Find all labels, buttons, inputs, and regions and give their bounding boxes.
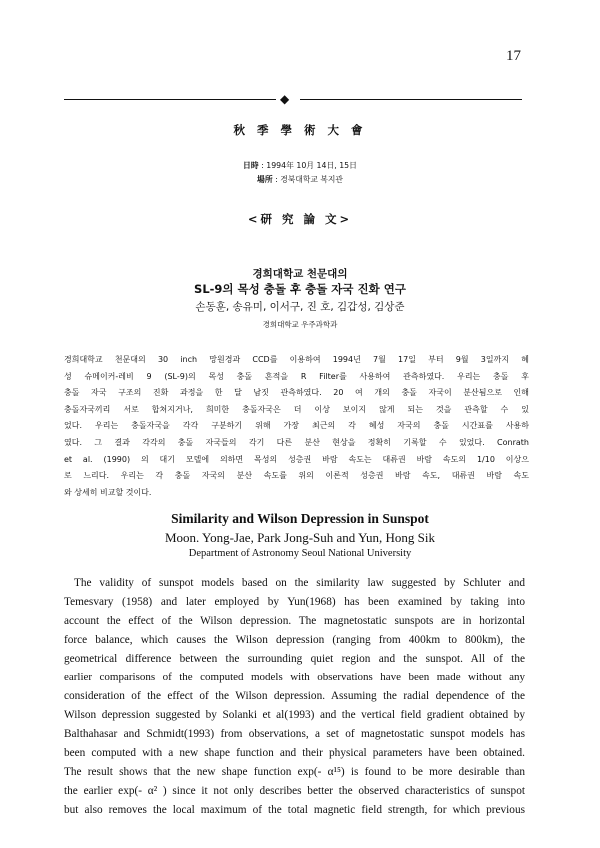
page-number: 17 (506, 48, 521, 64)
english-abstract-line: Temesvary (1958) and later employed by Yun(1968) has been examined by taking into (64, 595, 525, 608)
korean-paper-department: 경희대학교 우주과학과 (262, 320, 338, 329)
event-title: 秋 季 學 術 大 會 (233, 123, 367, 137)
english-paper-authors: Moon. Yong-Jae, Park Jong-Suh and Yun, Hong Sik (164, 530, 435, 545)
korean-abstract-line: 충돌자국끼리 서로 합쳐지거나, 희미한 충돌자국은 더 이상 보이지 않게 되는 것을 관측할 수 있 (64, 404, 529, 414)
english-abstract-line: force balance, which causes the Wilson depression (ranging from 400km to 800km), the (64, 633, 525, 646)
header-rule-left (64, 99, 276, 100)
korean-abstract-line: 었다. 우리는 충돌자국을 각각 구분하기 위해 가장 최근의 각 혜성 자국의 충돌 시간표를 사용하 (64, 421, 529, 431)
english-abstract-line: Wilson depression suggested by Solanki et al(1993) and the vertical field gradient obtained by (64, 709, 525, 722)
meeting-date-separator: : (261, 161, 267, 170)
diamond-ornament-icon: ◆ (280, 92, 290, 106)
english-abstract-line: earlier comparisons of the computed models with observations have been made without any (64, 671, 525, 684)
meeting-date-value: 1994年 10月 14日, 15日 (266, 161, 357, 170)
meeting-date-label: 日時 (243, 161, 259, 170)
korean-paper-affiliation: 경희대학교 천문대의 (252, 268, 348, 280)
meeting-venue-value: 경북대학교 복지관 (280, 175, 343, 184)
english-abstract-line: Balthahasar and Schmidt(1993) from observations, a set of magnetostatic sunspot models has (64, 728, 525, 741)
english-abstract-line: but also removes the local maximum of the total magnetic field strength, for which previous (64, 803, 525, 816)
korean-abstract-line: 경희대학교 천문대의 30 inch 망원경과 CCD를 이용하여 1994년 7월 17일 부터 9월 3일까지 혜 (64, 355, 529, 364)
english-abstract-line: geometrical difference between the surrounding quiet region and the sunspot. All of the (64, 652, 525, 665)
section-heading: <研 究 論 文> (247, 212, 353, 226)
korean-abstract-line: et al. (1990) 의 대기 모델에 의하면 목성의 성층권 바람 속도는 대류권 바람 속도의 1/10 이상으 (64, 454, 529, 464)
english-abstract-line: The validity of sunspot models based on the similarity law suggested by Schluter and (74, 577, 525, 589)
meeting-venue (0, 174, 600, 185)
korean-abstract-line: 성 슈메이커-레비 9 (SL-9)의 목성 충돌 흔적을 R Filter를 사용하여 관측하였다. 우리는 충돌 후 (64, 371, 529, 381)
english-abstract-line: the earlier exp(- α² ) since it not only describes better the observed characteristics of sunspot (64, 784, 525, 797)
korean-abstract-line: 충돌 자국 구조의 진화 과정을 한 달 남짓 관측하였다. 20 여 개의 충돌 자국이 분산됨으로 인해 (64, 388, 529, 398)
meeting-venue-label: 場所 (257, 175, 273, 184)
korean-abstract-line: 였다. 그 결과 각각의 충돌 자국들의 각기 다른 분산 현상을 정확히 기록할 수 있었다. Conrath (64, 437, 529, 447)
english-abstract-line: consideration of the effect of the Wilson depression. Assuming the radial dependence of the (64, 690, 525, 703)
meeting-venue-separator: : (275, 175, 281, 184)
meeting-date (0, 160, 600, 171)
english-paper-department: Department of Astronomy Seoul National University (188, 548, 412, 559)
korean-paper-title: SL-9의 목성 충돌 후 충돌 자국 진화 연구 (194, 282, 406, 296)
english-abstract-line: account the effect of the Wilson depression. The magnetostatic sunspots are in horizontal (64, 614, 525, 627)
english-abstract-line: been computed with a new shape function and their physical parameters have been obtained. (64, 747, 525, 760)
english-abstract-line: The result shows that the new shape function exp(- α¹⁵) is found to be more desirable than (64, 765, 525, 778)
korean-paper-authors: 손동훈, 송유미, 이서구, 진 호, 김갑성, 김상준 (195, 301, 405, 313)
english-paper-title: Similarity and Wilson Depression in Sunspot (171, 511, 429, 526)
korean-abstract-line: 와 상세히 비교할 것이다. (64, 487, 152, 497)
header-rule-right (300, 99, 522, 100)
korean-abstract (64, 352, 529, 501)
korean-abstract-line: 로 느리다. 우리는 각 충돌 자국의 분산 속도를 위의 이론적 성층권 바람 속도, 대류권 바람 속도 (64, 471, 529, 481)
english-abstract (64, 574, 525, 820)
